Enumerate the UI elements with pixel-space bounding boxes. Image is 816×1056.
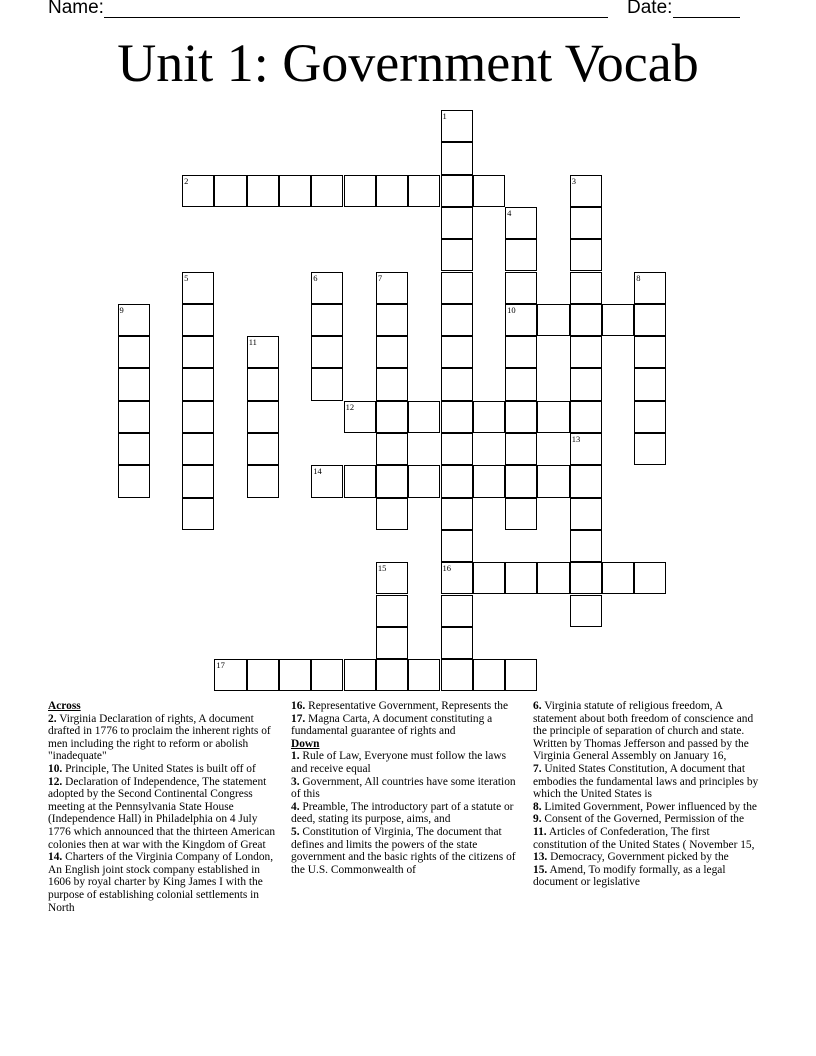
crossword-cell[interactable] xyxy=(441,110,473,142)
crossword-cell[interactable] xyxy=(441,272,473,304)
crossword-cell[interactable] xyxy=(505,304,537,336)
clue-column-3 xyxy=(533,700,765,889)
crossword-cell[interactable] xyxy=(408,175,440,207)
crossword-cell[interactable] xyxy=(182,498,214,530)
clue-number: 7 xyxy=(377,272,383,283)
clue-item-text: Charters of the Virginia Company of London, An English joint stock company established in 1606 by royal charter by King James I with the purpose of establishing colonial settlements in North xyxy=(48,851,274,914)
clue-item xyxy=(48,776,280,852)
crossword-cell[interactable] xyxy=(505,401,537,433)
clue-number: 15 xyxy=(377,563,387,574)
clue-item-text: Representative Government, Represents the xyxy=(305,700,509,712)
crossword-cell[interactable] xyxy=(182,272,214,304)
crossword-cell[interactable] xyxy=(441,239,473,271)
clue-item-number: 6. xyxy=(533,700,542,712)
clue-item-text: Virginia Declaration of rights, A document drafted in 1776 to proclaim the inherent rights of men including the right to reform or abolish "inadequate" xyxy=(48,712,271,763)
clue-item-number: 1. xyxy=(291,750,300,763)
crossword-cell[interactable] xyxy=(441,433,473,465)
crossword-cell[interactable] xyxy=(118,368,150,400)
clue-item-number: 4. xyxy=(291,800,300,813)
clue-item-number: 13. xyxy=(533,851,548,864)
crossword-cell[interactable] xyxy=(505,433,537,465)
crossword-cell[interactable] xyxy=(118,336,150,368)
crossword-cell[interactable] xyxy=(344,401,376,433)
clue-section-heading: Down xyxy=(291,737,320,750)
clue-item-text: Consent of the Governed, Permission of the xyxy=(541,813,745,826)
crossword-cell[interactable] xyxy=(376,433,408,465)
clue-item-number: 7. xyxy=(533,762,542,775)
crossword-cell[interactable] xyxy=(505,207,537,239)
crossword-cell[interactable] xyxy=(376,401,408,433)
crossword-cell[interactable] xyxy=(473,401,505,433)
crossword-cell[interactable] xyxy=(570,595,602,627)
crossword-cell[interactable] xyxy=(376,562,408,594)
clue-item xyxy=(533,864,765,889)
clue-item xyxy=(533,763,765,801)
crossword-cell[interactable] xyxy=(570,207,602,239)
crossword-cell[interactable] xyxy=(247,433,279,465)
crossword-cell[interactable] xyxy=(376,304,408,336)
crossword-cell[interactable] xyxy=(570,498,602,530)
crossword-cell[interactable] xyxy=(376,659,408,691)
crossword-cell[interactable] xyxy=(118,401,150,433)
crossword-cell[interactable] xyxy=(214,659,246,691)
name-label: Name: xyxy=(48,0,104,18)
clue-number: 16 xyxy=(442,563,451,574)
crossword-cell[interactable] xyxy=(570,530,602,562)
clue-item-text: United States Constitution, A document that embodies the fundamental laws and principles by which the United States is xyxy=(533,762,759,801)
clue-section-heading: Across xyxy=(48,700,81,712)
crossword-cell[interactable] xyxy=(182,368,214,400)
crossword-cell[interactable] xyxy=(634,401,666,433)
crossword-cell[interactable] xyxy=(441,175,473,207)
crossword-cell[interactable] xyxy=(570,272,602,304)
clue-number: 13 xyxy=(571,434,581,444)
crossword-cell[interactable] xyxy=(441,207,473,239)
crossword-cell[interactable] xyxy=(570,401,602,433)
crossword-cell[interactable] xyxy=(505,498,537,530)
crossword-cell[interactable] xyxy=(311,272,343,304)
crossword-cell[interactable] xyxy=(441,530,473,562)
clue-item-number: 9. xyxy=(533,813,542,826)
crossword-cell[interactable] xyxy=(473,175,505,207)
crossword-cell[interactable] xyxy=(441,336,473,368)
crossword-cell[interactable] xyxy=(634,433,666,465)
clue-item xyxy=(533,826,765,851)
clue-number: 9 xyxy=(119,304,124,315)
crossword-cell[interactable] xyxy=(505,368,537,400)
crossword-cell[interactable] xyxy=(118,433,150,465)
crossword-cell[interactable] xyxy=(311,304,343,336)
clue-number: 14 xyxy=(313,466,322,477)
crossword-cell[interactable] xyxy=(182,465,214,497)
clue-item xyxy=(291,776,523,801)
clue-item-number: 16. xyxy=(291,700,306,712)
clue-column-2 xyxy=(291,700,523,876)
clue-item-number: 15. xyxy=(533,863,548,876)
crossword-cell[interactable] xyxy=(441,627,473,659)
crossword-cell[interactable] xyxy=(376,498,408,530)
crossword-cell[interactable] xyxy=(441,368,473,400)
clue-number: 12 xyxy=(345,401,355,412)
crossword-cell[interactable] xyxy=(570,239,602,271)
clue-item xyxy=(291,713,523,738)
crossword-cell[interactable] xyxy=(279,175,311,207)
crossword-cell[interactable] xyxy=(311,659,343,691)
crossword-cell[interactable] xyxy=(473,562,505,594)
crossword-cell[interactable] xyxy=(344,175,376,207)
crossword-cell[interactable] xyxy=(505,239,537,271)
clue-item xyxy=(533,851,765,864)
clue-item-text: Virginia statute of religious freedom, A statement about both freedom of conscience and the principle of separation of church and state. Written by Thomas Jefferson and passed by the Virginia General Assembly on January 16, xyxy=(533,700,754,763)
crossword-cell[interactable] xyxy=(118,304,150,336)
crossword-cell[interactable] xyxy=(505,659,537,691)
clue-item-number: 3. xyxy=(291,775,300,788)
crossword-cell[interactable] xyxy=(311,336,343,368)
clue-item xyxy=(291,750,523,775)
crossword-cell[interactable] xyxy=(311,465,343,497)
clue-item-number: 10. xyxy=(48,762,63,775)
clue-item xyxy=(291,801,523,826)
clue-item-text: Limited Government, Power influenced by the xyxy=(541,800,757,813)
crossword-cell[interactable] xyxy=(376,336,408,368)
clue-item xyxy=(533,700,765,763)
clue-number: 5 xyxy=(184,272,189,283)
crossword-cell[interactable] xyxy=(441,142,473,174)
clue-item-text: Magna Carta, A document constituting a fundamental guarantee of rights and xyxy=(291,712,493,738)
crossword-cell[interactable] xyxy=(408,659,440,691)
crossword-cell[interactable] xyxy=(634,336,666,368)
crossword-cell[interactable] xyxy=(634,304,666,336)
crossword-cell[interactable] xyxy=(537,401,569,433)
crossword-cell[interactable] xyxy=(376,465,408,497)
clue-item-number: 14. xyxy=(48,851,63,864)
crossword-cell[interactable] xyxy=(182,401,214,433)
crossword-cell[interactable] xyxy=(182,336,214,368)
clue-item-text: Democracy, Government picked by the xyxy=(547,851,729,864)
crossword-cell[interactable] xyxy=(634,368,666,400)
crossword-cell[interactable] xyxy=(376,175,408,207)
crossword-cell[interactable] xyxy=(570,175,602,207)
crossword-cell[interactable] xyxy=(505,272,537,304)
crossword-cell[interactable] xyxy=(441,304,473,336)
crossword-cell[interactable] xyxy=(311,175,343,207)
clue-item-number: 17. xyxy=(291,712,306,725)
crossword-cell[interactable] xyxy=(634,562,666,594)
crossword-cell[interactable] xyxy=(279,659,311,691)
crossword-cell[interactable] xyxy=(537,304,569,336)
crossword-cell[interactable] xyxy=(344,659,376,691)
crossword-cell[interactable] xyxy=(441,659,473,691)
clue-item-number: 8. xyxy=(533,800,542,813)
clue-item-number: 12. xyxy=(48,775,63,788)
crossword-cell[interactable] xyxy=(570,465,602,497)
clue-item xyxy=(291,700,523,713)
clue-number: 3 xyxy=(571,175,576,186)
clue-item-text: Preamble, The introductory part of a statute or deed, stating its purpose, aims, and xyxy=(291,800,514,826)
clue-number: 11 xyxy=(248,337,257,348)
crossword-cell[interactable] xyxy=(537,562,569,594)
date-label: Date: xyxy=(627,0,673,18)
clue-item xyxy=(533,801,765,814)
crossword-cell[interactable] xyxy=(247,659,279,691)
crossword-cell[interactable] xyxy=(247,465,279,497)
crossword-cell[interactable] xyxy=(505,562,537,594)
crossword-cell[interactable] xyxy=(247,401,279,433)
clue-item-number: 2. xyxy=(48,712,57,725)
crossword-cell[interactable] xyxy=(441,595,473,627)
clue-number: 10 xyxy=(507,304,516,315)
clue-item xyxy=(48,763,280,776)
crossword-cell[interactable] xyxy=(505,465,537,497)
clue-item-text: Declaration of Independence, The statement adopted by the Second Continental Congress meeting at the Pennsylvania State House (Independence Hall) in Philadelphia on 4 July 1776 which announced that the thirteen American colonies then at war with the Kingdom of Great xyxy=(48,775,276,851)
crossword-cell[interactable] xyxy=(602,304,634,336)
crossword-cell[interactable] xyxy=(570,304,602,336)
crossword-cell[interactable] xyxy=(182,175,214,207)
crossword-cell[interactable] xyxy=(408,401,440,433)
crossword-cell[interactable] xyxy=(376,595,408,627)
crossword-cell[interactable] xyxy=(441,562,473,594)
clue-number: 6 xyxy=(313,272,318,283)
crossword-cell[interactable] xyxy=(118,465,150,497)
clue-number: 17 xyxy=(216,660,225,671)
crossword-cell[interactable] xyxy=(473,659,505,691)
clue-item-text: Government, All countries have some iteration of this xyxy=(291,775,516,801)
clue-item xyxy=(48,713,280,763)
crossword-cell[interactable] xyxy=(505,336,537,368)
crossword-cell[interactable] xyxy=(570,433,602,465)
crossword-cell[interactable] xyxy=(247,368,279,400)
clue-item xyxy=(48,851,280,914)
crossword-cell[interactable] xyxy=(182,304,214,336)
clue-column-1 xyxy=(48,700,280,914)
clue-item-text: Rule of Law, Everyone must follow the laws and receive equal xyxy=(291,750,507,775)
clue-item-number: 11. xyxy=(533,825,547,838)
crossword-cell[interactable] xyxy=(634,272,666,304)
clue-number: 8 xyxy=(636,272,641,283)
crossword-cell[interactable] xyxy=(441,498,473,530)
crossword-cell[interactable] xyxy=(570,368,602,400)
clue-number: 2 xyxy=(184,175,189,186)
page-title: Unit 1: Government Vocab xyxy=(117,33,699,93)
crossword-cell[interactable] xyxy=(247,175,279,207)
clue-number: 1 xyxy=(442,111,447,121)
crossword-cell[interactable] xyxy=(311,368,343,400)
clue-item-text: Articles of Confederation, The first constitution of the United States ( November 15, xyxy=(533,825,755,851)
crossword-cell[interactable] xyxy=(602,562,634,594)
crossword-cell[interactable] xyxy=(182,433,214,465)
clue-item-text: Principle, The United States is built off of xyxy=(62,762,256,775)
crossword-cell[interactable] xyxy=(441,465,473,497)
crossword-cell[interactable] xyxy=(247,336,279,368)
crossword-cell[interactable] xyxy=(537,465,569,497)
crossword-cell[interactable] xyxy=(376,272,408,304)
clue-number: 4 xyxy=(507,207,512,218)
clue-item-number: 5. xyxy=(291,825,300,838)
crossword-cell[interactable] xyxy=(214,175,246,207)
crossword-cell[interactable] xyxy=(376,368,408,400)
crossword-cell[interactable] xyxy=(344,465,376,497)
crossword-cell[interactable] xyxy=(376,627,408,659)
crossword-cell[interactable] xyxy=(408,465,440,497)
clue-item xyxy=(533,813,765,826)
clue-item-text: Constitution of Virginia, The document that defines and limits the powers of the state government and the basic rights of the citizens of the U.S. Commonwealth of xyxy=(291,825,516,876)
crossword-cell[interactable] xyxy=(441,401,473,433)
crossword-cell[interactable] xyxy=(473,465,505,497)
clue-item-text: Amend, To modify formally, as a legal document or legislative xyxy=(533,863,726,889)
crossword-cell[interactable] xyxy=(570,562,602,594)
clue-item xyxy=(291,826,523,876)
crossword-cell[interactable] xyxy=(570,336,602,368)
